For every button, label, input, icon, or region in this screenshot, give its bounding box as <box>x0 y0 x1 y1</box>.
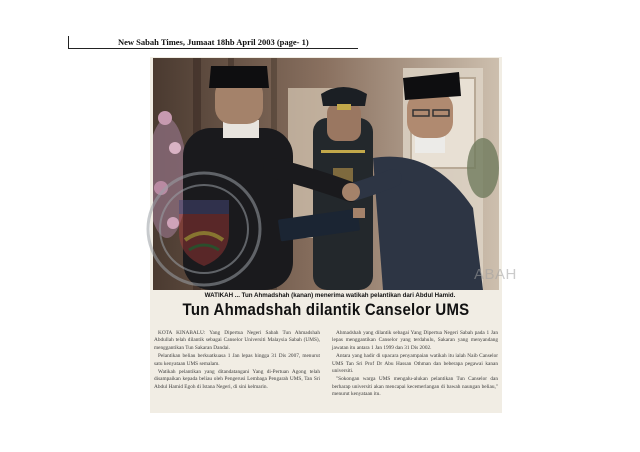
article-paragraph: Watikah pelantikan yang ditandatangani Yang di-Pertuan Agong telah disampaikan kepada beliau oleh Pengerusi Lembaga Pengarah UMS, Tan Sri Abdul Hamid Egoh di Istana Negeri, di sini kelmarin. <box>154 369 320 390</box>
article-paragraph: Pelantikan beliau berkuatkuasa 1 Jan lepas hingga 31 Dis 2007, menurut satu kenyataan UMS semalam. <box>154 353 320 367</box>
article-paragraph: Antara yang hadir di upacara penyampaian watikah itu ialah Naib Canselor UMS Tan Sri Prof Dr Abu Hassan Othman dan beberapa pegawai kanan universiti. <box>332 353 498 375</box>
article-paragraph: KOTA KINABALU: Yang Dipertua Negeri Sabah Tun Ahmadshah Abdullah telah dilantik sebagai Canselor Universiti Malaysia Sabah (UMS), menggantikan Tun Sakaran Dandai. <box>154 330 320 351</box>
watermark-text: ABAH <box>474 266 517 283</box>
photo-caption: WATIKAH ... Tun Ahmadshah (kanan) menerima watikah pelantikan dari Abdul Hamid. <box>204 292 456 299</box>
article-column-left <box>154 330 320 392</box>
article-column-right <box>332 330 498 400</box>
article-headline: Tun Ahmadshah dilantik Canselor UMS <box>182 300 470 319</box>
header-rule <box>68 48 358 49</box>
source-line: New Sabah Times, Jumaat 18hb April 2003 (page- 1) <box>118 37 309 47</box>
article-paragraph: Ahmadshah yang dilantik sebagai Yang Dipertua Negeri Sabah pada 1 Jan lepas menggantikan Canselor yang terdahulu, Sakaran yang menyandang jawatan itu antara 1 Jan 1999 dan 31 Dis 2002. <box>332 330 498 351</box>
article-paragraph: "Sokongan warga UMS mengalu-alukan pelantikan Tun Canselor dan berharap universiti akan mencapai kecemerlangan di bawah naungan beliau," menurut kenyataan itu. <box>332 376 498 398</box>
university-crest-watermark <box>145 170 263 288</box>
